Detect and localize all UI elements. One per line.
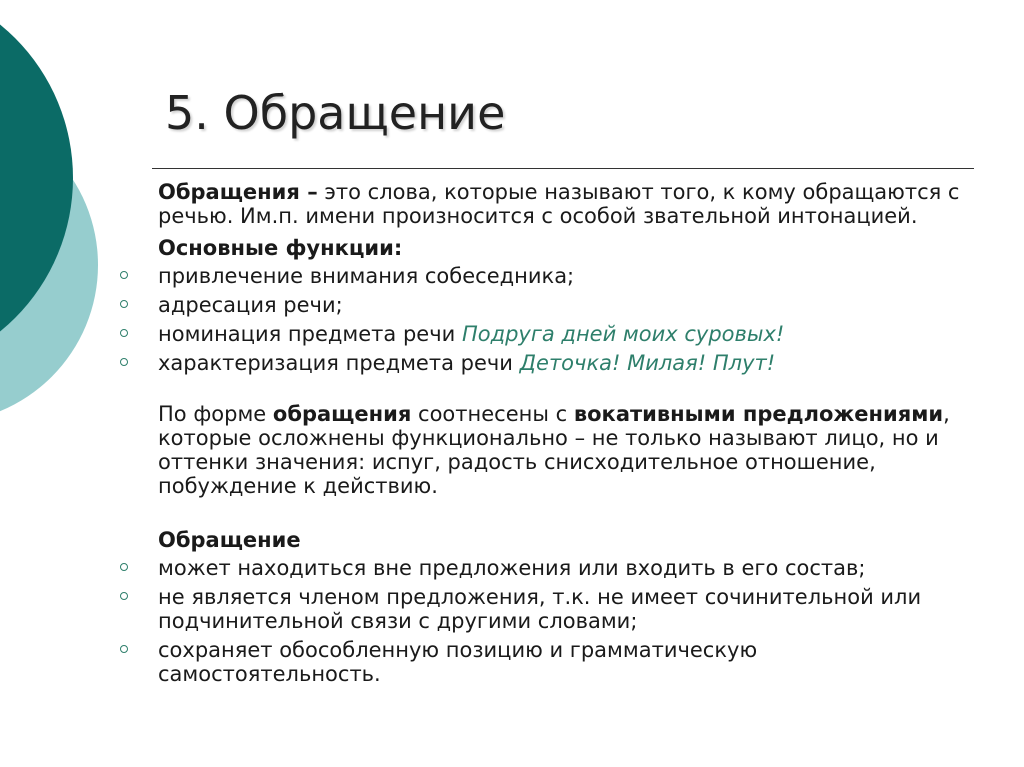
slide-title: 5. Обращение: [165, 86, 506, 140]
property-text: сохраняет обособленную позицию и грамматическую самостоятельность.: [158, 638, 758, 686]
circle-bullet-icon: [120, 645, 128, 653]
function-text: номинация предмета речи: [158, 322, 462, 346]
function-text: характеризация предмета речи: [158, 351, 520, 375]
list-item: [158, 585, 978, 633]
list-item: [158, 293, 978, 317]
title-divider: [152, 168, 974, 169]
form-text: , которые осложнены функционально – не только называют лицо, но и оттенки значения: испуг, радость снисходительное отношение, побуждение к действию.: [158, 402, 950, 498]
definition-paragraph: [158, 180, 978, 228]
functions-list: [158, 264, 978, 375]
form-bold-term: вокативными предложениями: [573, 402, 944, 426]
slide-content: [158, 180, 978, 691]
circle-bullet-icon: [120, 592, 128, 600]
list-item: [158, 322, 978, 346]
properties-list: [158, 556, 978, 686]
function-example: Подруга дней моих суровых!: [461, 322, 785, 346]
list-item: [158, 638, 978, 686]
circle-bullet-icon: [120, 300, 128, 308]
circle-bullet-icon: [120, 563, 128, 571]
form-bold-term: обращения: [272, 402, 412, 426]
property-text: не является членом предложения, т.к. не имеет сочинительной или подчинительной связи с другими словами;: [158, 585, 922, 633]
circle-bullet-icon: [120, 358, 128, 366]
circle-bullet-icon: [120, 271, 128, 279]
list-item: [158, 556, 978, 580]
form-paragraph: [158, 402, 978, 498]
definition-term: Обращения –: [158, 180, 318, 204]
list-item: [158, 264, 978, 288]
function-text: адресация речи;: [158, 293, 343, 317]
function-text: привлечение внимания собеседника;: [158, 264, 575, 288]
form-text: По форме: [158, 402, 273, 426]
list-item: [158, 351, 978, 375]
definition-text: это слова, которые называют того, к кому обращаются с речью. Им.п. имени произносится с особой звательной интонацией.: [158, 180, 960, 228]
function-example: Деточка! Милая! Плут!: [519, 351, 776, 375]
functions-heading: Основные функции:: [158, 236, 403, 260]
decorative-circles: [0, 0, 110, 420]
circle-bullet-icon: [120, 329, 128, 337]
properties-heading: Обращение: [158, 528, 301, 552]
form-text: соотнесены с: [411, 402, 574, 426]
property-text: может находиться вне предложения или входить в его состав;: [158, 556, 866, 580]
